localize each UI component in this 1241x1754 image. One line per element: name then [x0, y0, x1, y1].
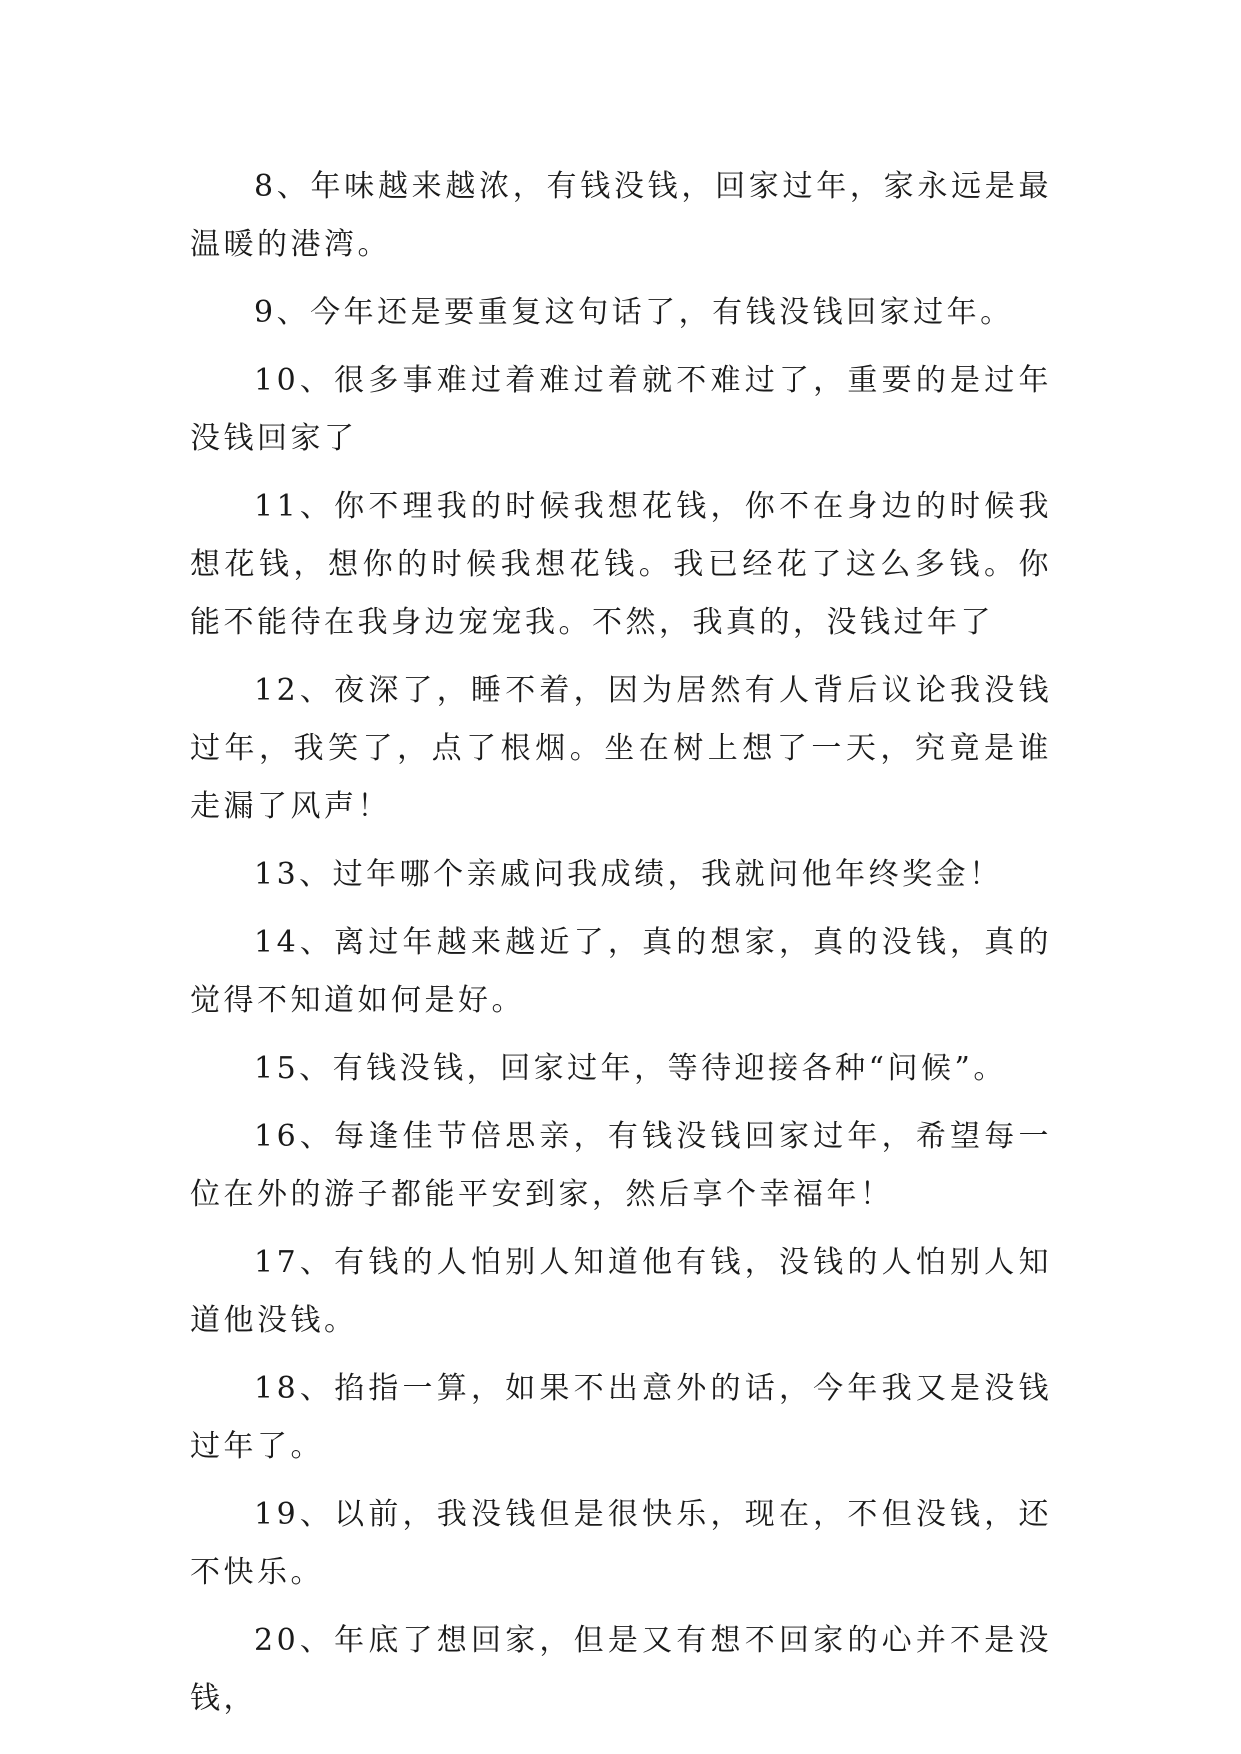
paragraph-17: 17、有钱的人怕别人知道他有钱，没钱的人怕别人知道他没钱。: [190, 1245, 1052, 1338]
paragraph-19: 19、以前，我没钱但是很快乐，现在，不但没钱，还不快乐。: [190, 1497, 1052, 1590]
paragraph-14: 14、离过年越来越近了，真的想家，真的没钱，真的觉得不知道如何是好。: [190, 925, 1052, 1018]
paragraph-8: 8、年味越来越浓，有钱没钱，回家过年，家永远是最温暖的港湾。: [190, 169, 1052, 262]
paragraph-16: 16、每逢佳节倍思亲，有钱没钱回家过年，希望每一位在外的游子都能平安到家，然后享个幸福年！: [190, 1119, 1052, 1212]
paragraph-15: 15、有钱没钱，回家过年，等待迎接各种“问候”。: [254, 1051, 1007, 1086]
paragraph-18: 18、掐指一算，如果不出意外的话，今年我又是没钱过年了。: [190, 1371, 1052, 1464]
paragraph-13: 13、过年哪个亲戚问我成绩，我就问他年终奖金！: [254, 857, 1003, 892]
paragraph-11: 11、你不理我的时候我想花钱，你不在身边的时候我想花钱，想你的时候我想花钱。我已经花了这么多钱。你能不能待在我身边宠宠我。不然，我真的，没钱过年了: [190, 489, 1052, 640]
paragraph-12: 12、夜深了，睡不着，因为居然有人背后议论我没钱过年，我笑了，点了根烟。坐在树上想了一天，究竟是谁走漏了风声！: [190, 673, 1052, 824]
paragraph-10: 10、很多事难过着难过着就不难过了，重要的是过年没钱回家了: [190, 363, 1052, 456]
document-body: [190, 158, 1052, 1738]
paragraph-9: 9、今年还是要重复这句话了，有钱没钱回家过年。: [254, 295, 1014, 330]
paragraph-20: 20、年底了想回家，但是又有想不回家的心并不是没钱，: [190, 1623, 1052, 1716]
